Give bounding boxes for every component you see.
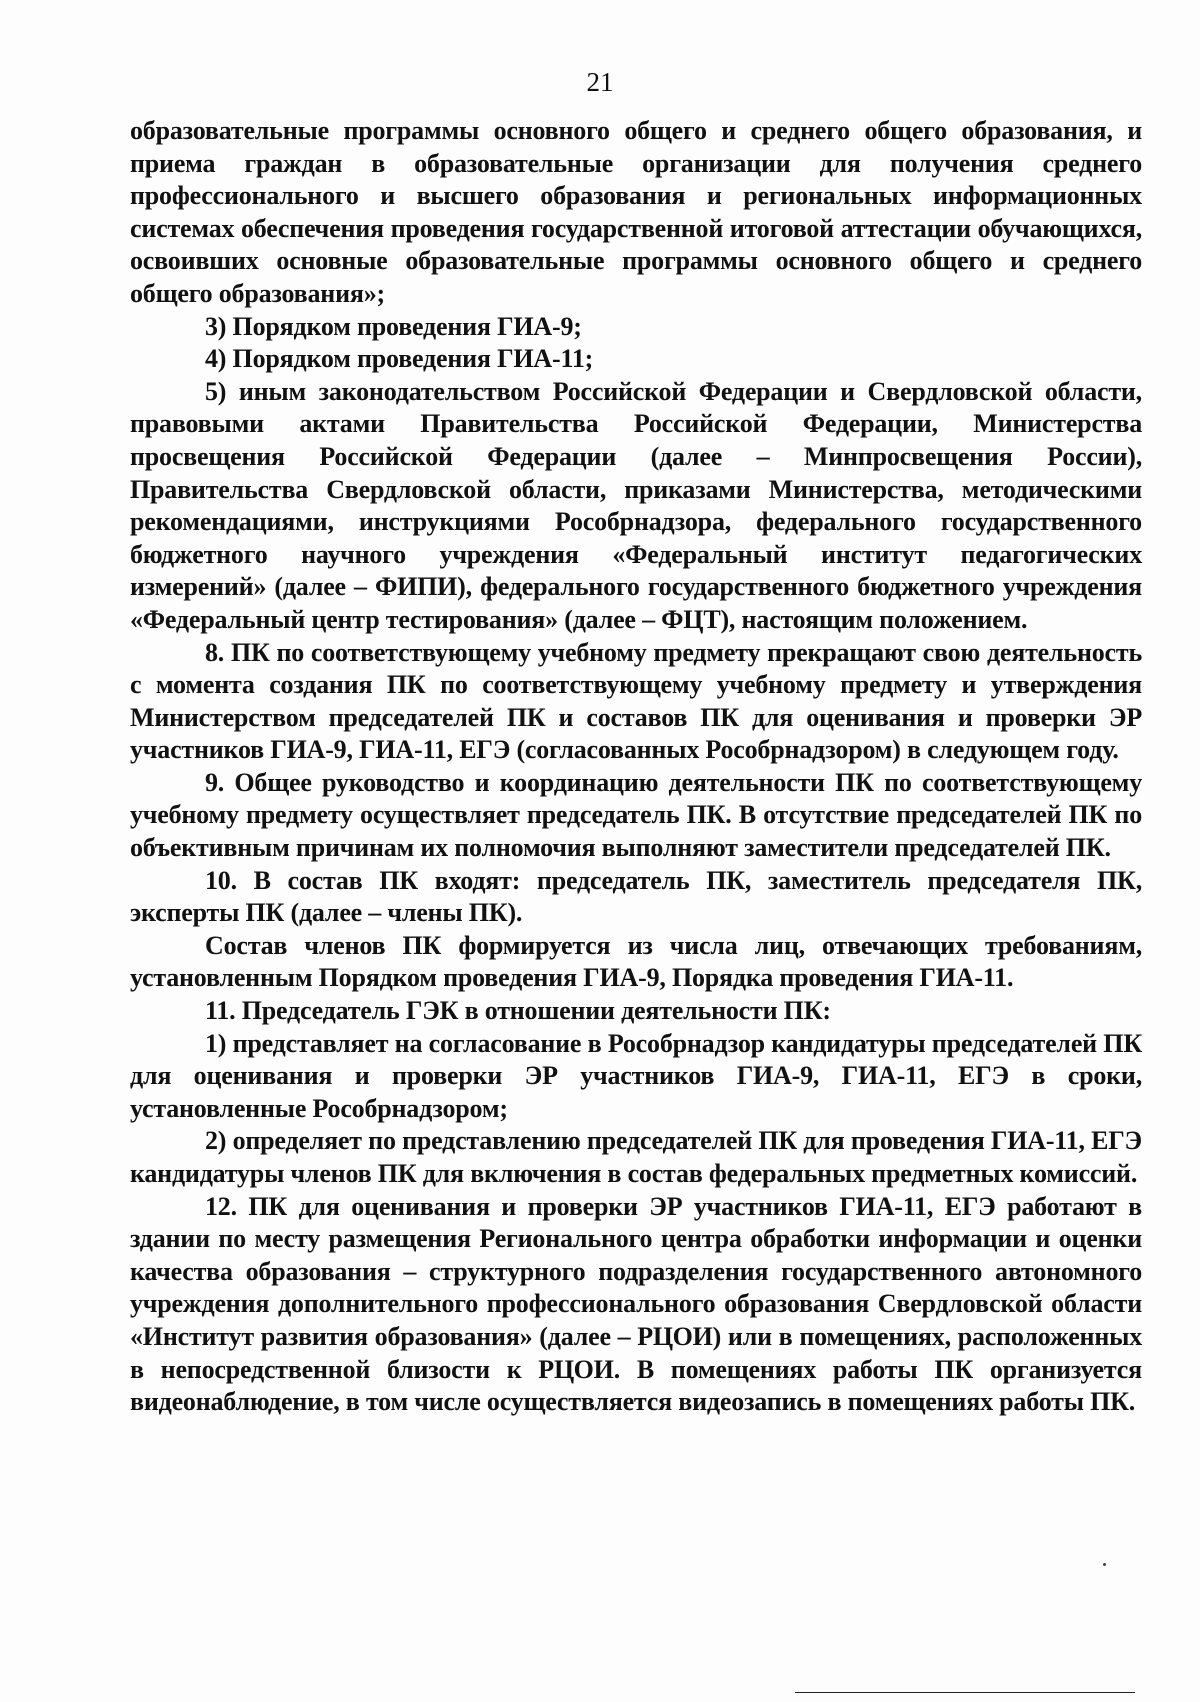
paragraph-clause-12: 12. ПК для оценивания и проверки ЭР участников ГИА-11, ЕГЭ работают в здании по месту размещения Регионального центра обработки информации и оценки качества образования – структурного подразделения государственного автономного учреждения дополнительного профессионального образования Свердловской области «Институт развития образования» (далее – РЦОИ) или в помещениях, расположенных в непосредственной близости к РЦОИ. В помещениях работы ПК организуется видеонаблюдение, в том числе осуществляется видеозапись в помещениях работы ПК. bbox=[130, 1191, 1142, 1417]
document-body bbox=[130, 115, 1142, 1419]
paragraph-clause-9: 9. Общее руководство и координацию деятельности ПК по соответствующему учебному предмету осуществляет председатель ПК. В отсутствие председателей ПК по объективным причинам их полномочия выполняют заместители председателей ПК. bbox=[130, 767, 1142, 863]
paragraph-list-item: 5) иным законодательством Российской Федерации и Свердловской области, правовыми актами Правительства Российской Федерации, Министерства просвещения Российской Федерации (далее – Минпросвещения России), Правительства Свердловской области, приказами Министерства, методическими рекомендациями, инструкциями Рособрнадзора, федерального государственного бюджетного научного учреждения «Федеральный институт педагогических измерений» (далее – ФИПИ), федерального государственного бюджетного учреждения «Федеральный центр тестирования» (далее – ФЦТ), настоящим положением. bbox=[130, 376, 1142, 634]
paragraph-list-item: 4) Порядком проведения ГИА-11; bbox=[205, 344, 594, 374]
paragraph-clause-11: 11. Председатель ГЭК в отношении деятельности ПК: bbox=[205, 996, 831, 1026]
paragraph-list-item: 1) представляет на согласование в Рособрнадзор кандидатуры председателей ПК для оценивания и проверки ЭР участников ГИА-9, ГИА-11, ЕГЭ в сроки, установленные Рособрнадзором; bbox=[130, 1028, 1142, 1123]
paragraph-clause-10: 10. В состав ПК входят: председатель ПК, заместитель председателя ПК, эксперты ПК (далее – члены ПК). bbox=[130, 865, 1142, 928]
paragraph: образовательные программы основного общего и среднего общего образования, и приема граждан в образовательные организации для получения среднего профессионального и высшего образования и региональных информационных системах обеспечения проведения государственной итоговой аттестации обучающихся, освоивших основные образовательные программы основного общего и среднего общего образования»; bbox=[130, 116, 1142, 308]
footer-divider bbox=[795, 1692, 1135, 1693]
paragraph-list-item: 2) определяет по представлению председателей ПК для проведения ГИА-11, ЕГЭ кандидатуры членов ПК для включения в состав федеральных предметных комиссий. bbox=[130, 1126, 1142, 1188]
paragraph: Состав членов ПК формируется из числа лиц, отвечающих требованиям, установленным Порядком проведения ГИА-9, Порядка проведения ГИА-11. bbox=[130, 930, 1142, 993]
page-number: 21 bbox=[586, 67, 614, 97]
scan-speck bbox=[1103, 1563, 1106, 1566]
paragraph-list-item: 3) Порядком проведения ГИА-9; bbox=[205, 311, 582, 341]
paragraph-clause-8: 8. ПК по соответствующему учебному предмету прекращают свою деятельность с момента создания ПК по соответствующему учебному предмету и утверждения Министерством председателей ПК и составов ПК для оценивания и проверки ЭР участников ГИА-9, ГИА-11, ЕГЭ (согласованных Рособрнадзором) в следующем году. bbox=[130, 637, 1142, 765]
